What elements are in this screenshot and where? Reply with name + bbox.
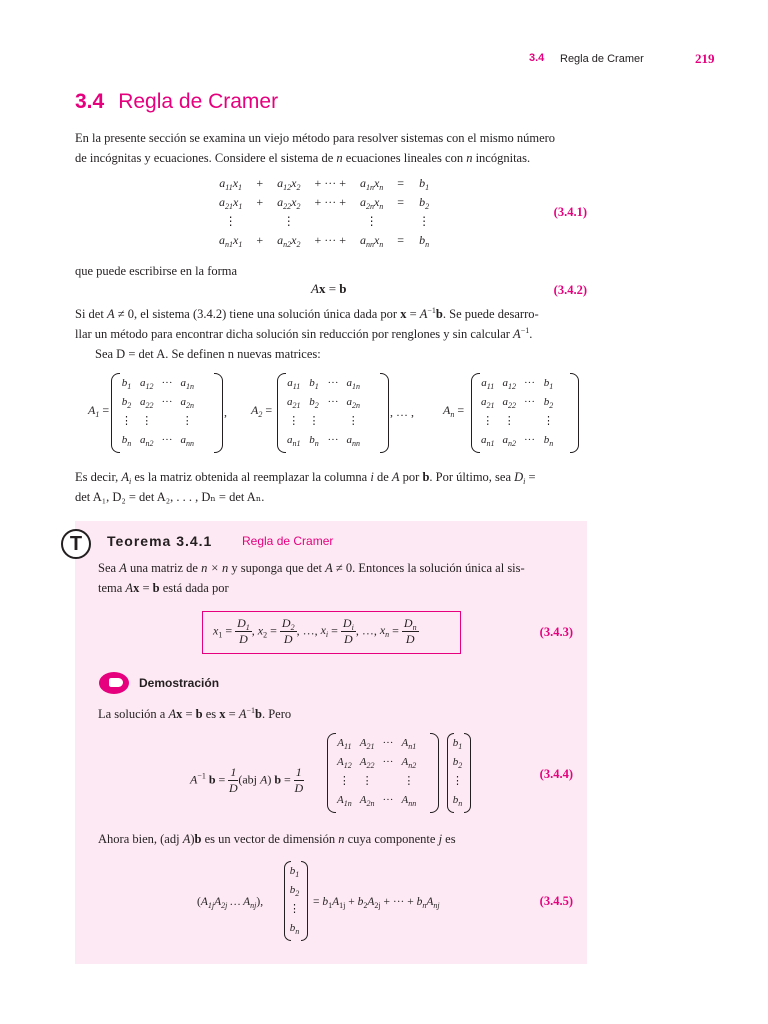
section-title (75, 90, 278, 114)
text-que-puede: que puede escribirse en la forma (75, 264, 238, 278)
matrix-a2-label: $A_2$ = (251, 403, 273, 419)
vector-b-column: $b_1$ $b_2$ ⋮ $b_n$ (284, 861, 308, 941)
cramer-formula-box: $x_1$ = $\frac{D_1}{D}$ , $x_2$ = $\frac{D_2}{D}$ , …, $x_i$ = $\frac{D_i}{D}$ , …, $x_n$ = $\frac{D_n}{D}$ (202, 611, 461, 654)
header-section-title: Regla de Cramer (560, 53, 644, 65)
equation-number-3-4-1: (3.4.1) (553, 205, 587, 219)
paragraph-es-decir (75, 467, 595, 507)
equation-number-3-4-2: (3.4.2) (553, 283, 587, 297)
matrix-a1: $b_1$ $a_{12}$ ··· $a_{1n}$ $b_2$ $a_{22}$ ··· $a_{2n}$ ⋮ ⋮ ⋮ $b_n$ $a_{n2}$ ··· $a_{nn}$ (111, 373, 223, 453)
intro-line-1: En la presente sección se examina un viejo método para resolver sistemas con el mismo número (75, 131, 556, 145)
vector-b: $b_1$ $b_2$ ⋮ $b_n$ (447, 733, 471, 813)
intro-paragraph (75, 128, 595, 168)
header-section-number: 3.4 (529, 52, 545, 64)
theorem-label: Teorema 3.4.1 (107, 533, 213, 549)
intro-line-2: de incógnitas y ecuaciones. Considere el sistema de n ecuaciones lineales con n incógnitas. (75, 151, 531, 165)
equation-inverse-adj: $A^{-1}$ b = $\frac{1}{D}$ (abj A) b = $\frac{1}{D}$ (190, 765, 304, 795)
proof-line-1: La solución a Ax = b es $x = A^{-1}b$. Pero (98, 706, 292, 721)
section-title-text: Regla de Cramer (118, 90, 279, 113)
matrix-a2: $a_{11}$ $b_1$ ··· $a_{1n}$ $a_{21}$ $b_2$ ··· $a_{2n}$ ⋮ ⋮ ⋮ $a_{n1}$ $b_n$ ··· $a_{nn}$ (277, 373, 389, 453)
equation-number-3-4-4: (3.4.4) (539, 767, 573, 781)
equation-row-vector: ($A_{1j}A_{2j}$ … $A_{nj}$), (197, 896, 264, 910)
paragraph-det (75, 304, 595, 364)
matrix-adjoint: $A_{11}$ $A_{21}$ ··· $A_{n1}$ $A_{12}$ $A_{22}$ ··· $A_{n2}$ ⋮ ⋮ ⋮ $A_{1n}$ $A_{2n}$ ··· $A_{nn}$ (327, 733, 439, 813)
linear-system: $a_{11}x_1$ + $a_{12}x_2$ + ··· + $a_{1n}x_n$ = $b_1$ $a_{21}x_1$ + $a_{22}x_2$ + ··· + $a_{2n}x_n$ = $b_2$ ⋮ ⋮ ⋮ ⋮ $a_{n1}x_1$ + $a_{n2}x_2$ + ··· + $a_{nn}x_n$ = $b_n$ (219, 176, 431, 249)
matrix-comma-1: , (224, 405, 227, 419)
theorem-t-icon: T (61, 529, 91, 559)
section-title-number: 3.4 (75, 90, 105, 113)
matrix-an: $a_{11}$ $a_{12}$ ··· $b_1$ $a_{21}$ $a_{22}$ ··· $b_2$ ⋮ ⋮ ⋮ $a_{n1}$ $a_{n2}$ ··· $b_n$ (471, 373, 579, 453)
equation-number-3-4-3: (3.4.3) (539, 625, 573, 639)
page-number: 219 (695, 51, 715, 66)
equation-expansion-sum: = $b_1A_{1j} + b_2A_{2j}$ + ··· + $b_nA_{nj}$ (313, 896, 440, 910)
theorem-statement: Sea A una matriz de n × n y suponga que det A ≠ 0. Entonces la solución única al sis- tema Ax = b está dada por (98, 561, 525, 595)
para2-line-1: Si det A ≠ 0, el sistema (3.4.2) tiene una solución única dada por $x = A^{-1}b$. Se puede desarro- (75, 306, 539, 321)
theorem-name: Regla de Cramer (242, 534, 334, 548)
proof-label: Demostración (139, 676, 220, 690)
theorem-box (69, 521, 587, 964)
matrix-a1-label: $A_1$ = (88, 403, 110, 419)
matrix-ellipsis: , … , (390, 405, 414, 419)
para3-line-1: Es decir, $A_i$ es la matriz obtenida al reemplazar la columna i de A por b. Por último, sea $D_i$ = (75, 470, 536, 486)
proof-hand-icon (99, 672, 129, 694)
para2-line-2: llar un método para encontrar dicha solución sin reducción por renglones y sin calcular $A^{-1}$. (75, 326, 533, 341)
equation-number-3-4-5: (3.4.5) (539, 894, 573, 908)
para2-line-3: Sea D = det A. Se definen n nuevas matrices: (95, 347, 321, 361)
matrix-an-label: $A_n$ = (443, 403, 465, 419)
proof-line-2: Ahora bien, (adj A)b es un vector de dimensión n cuya componente j es (98, 832, 456, 846)
equation-ax-b: Ax = b (311, 281, 347, 296)
para3-line-2: det A₁, D₂ = det A₂, . . . , Dₙ = det Aₙ. (75, 490, 265, 504)
